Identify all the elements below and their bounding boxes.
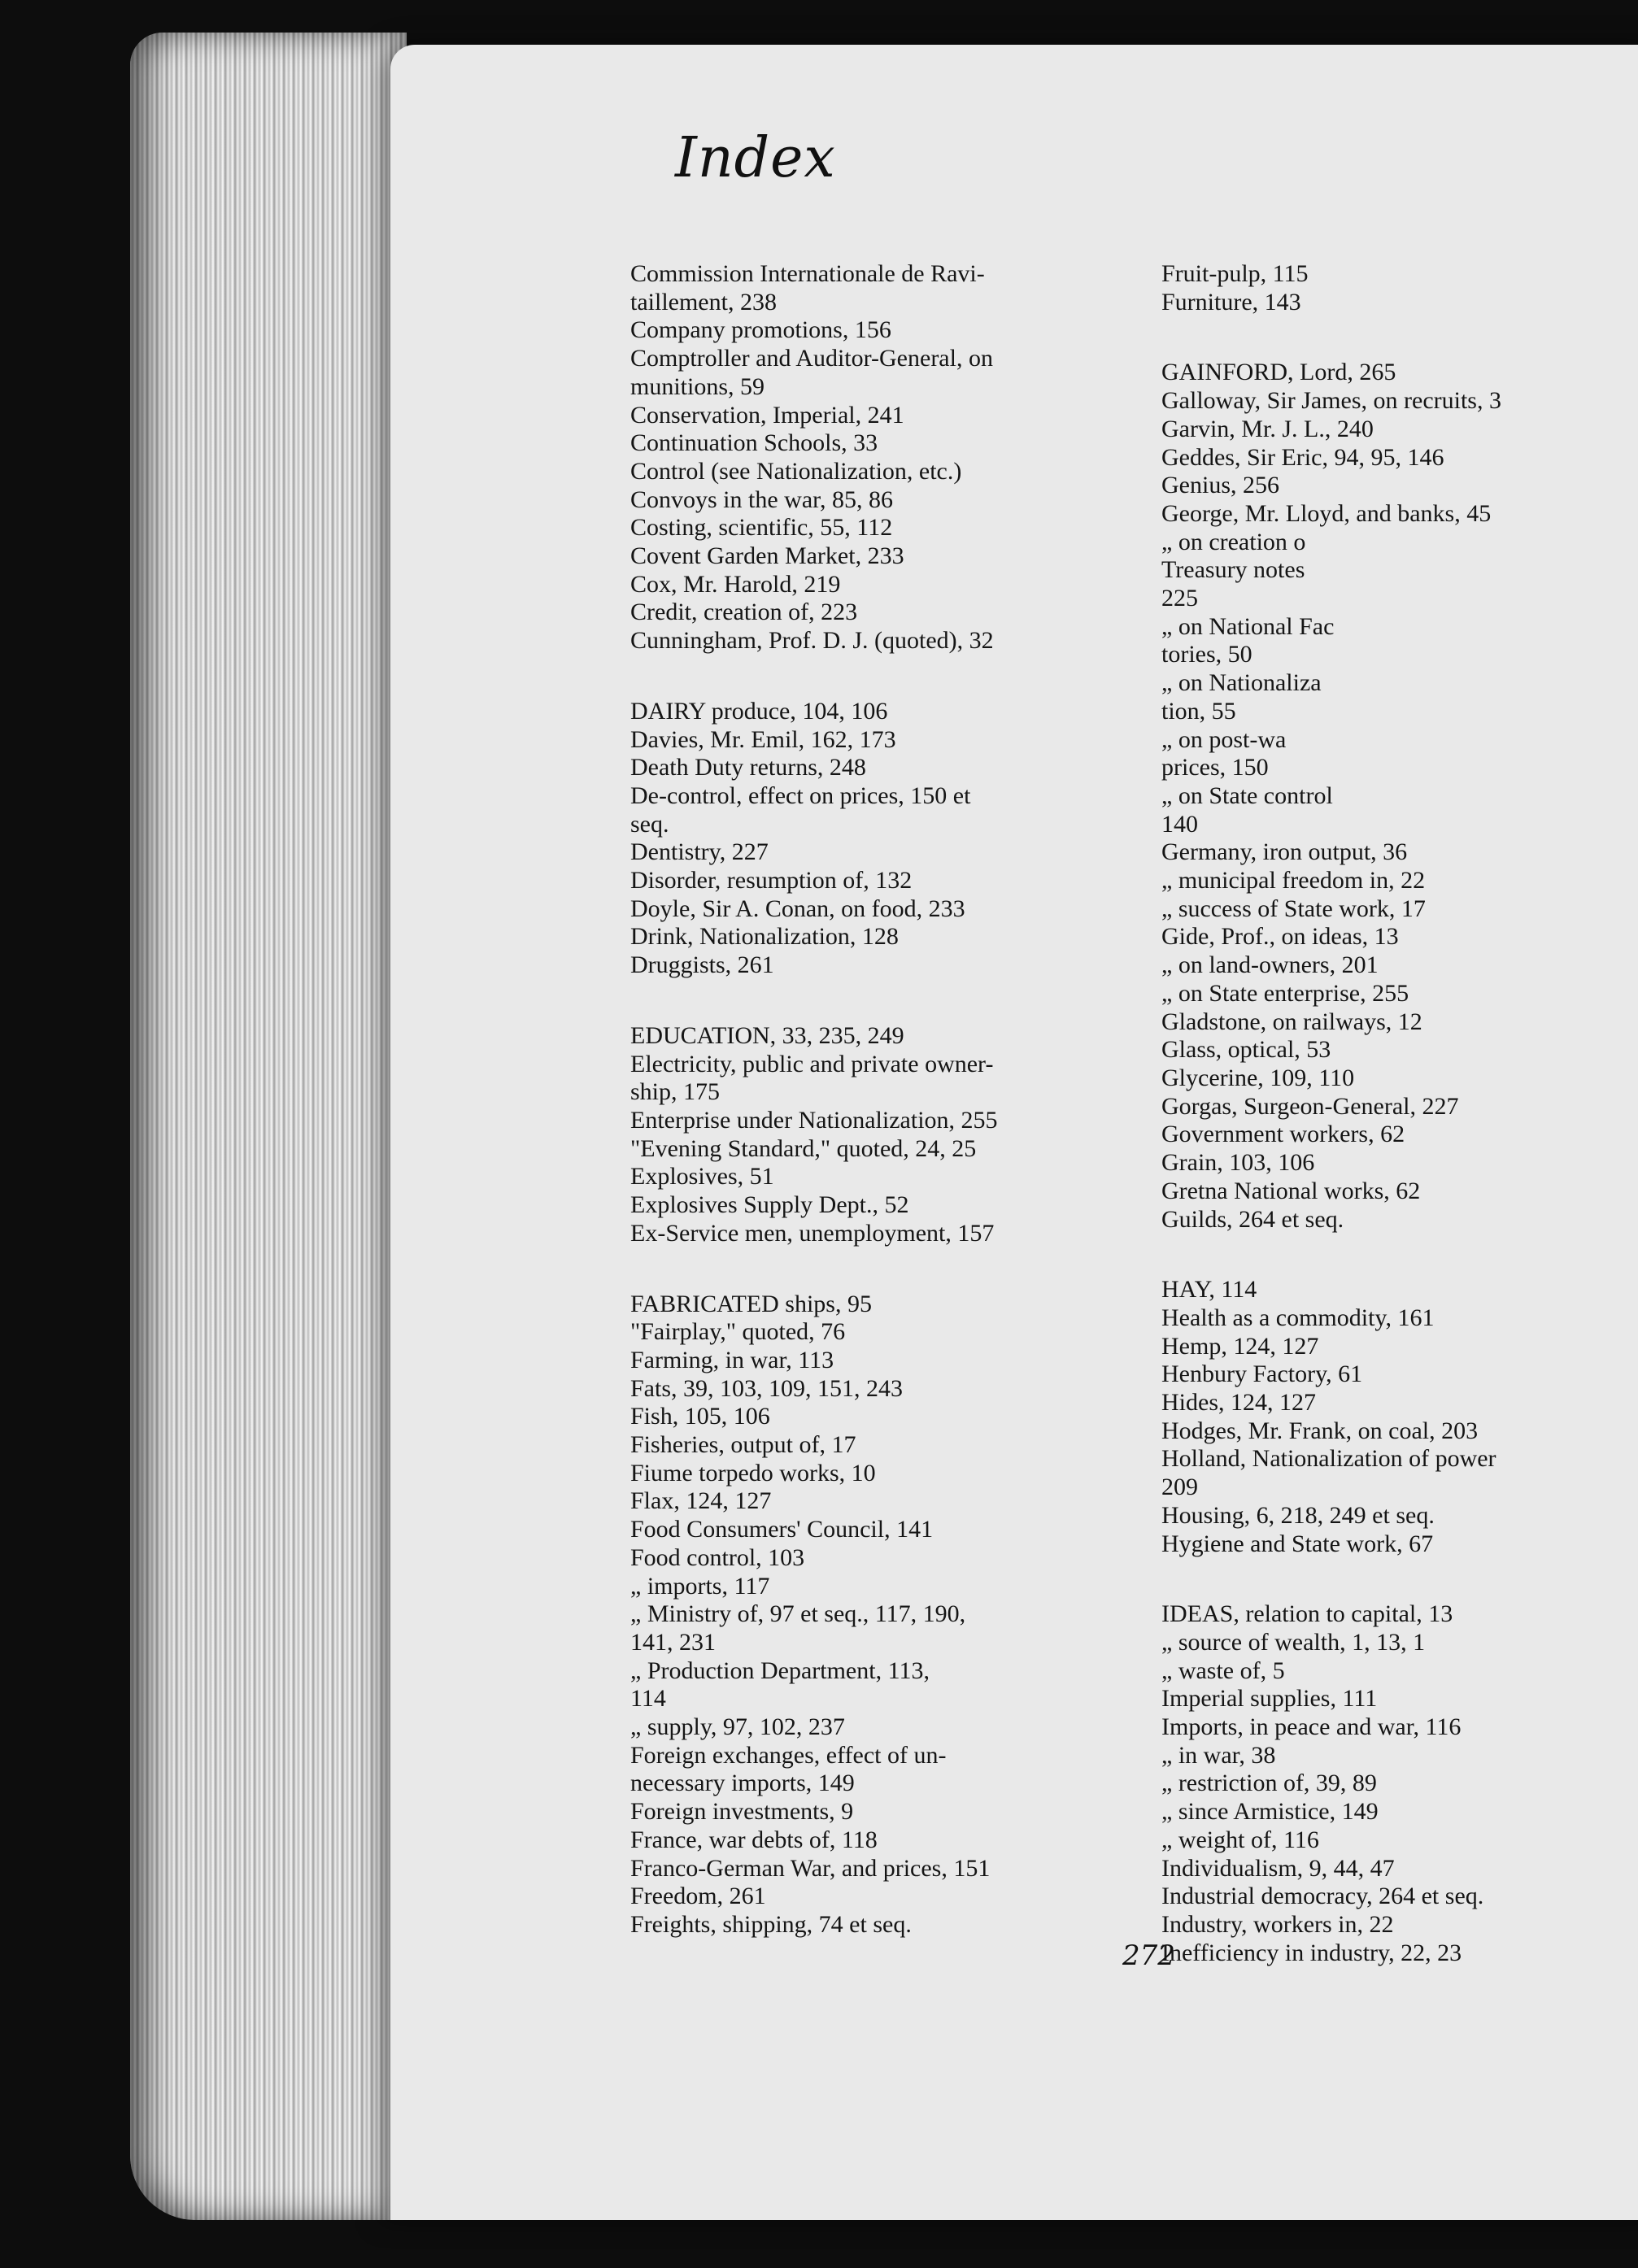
- index-entry: Enterprise under Nationalization, 255: [630, 1106, 998, 1134]
- index-entry: 225: [1161, 585, 1198, 612]
- index-section-gap: [1161, 316, 1638, 359]
- index-entry: taillement, 238: [630, 288, 777, 316]
- index-entry: IDEAS, relation to capital, 13: [1161, 1600, 1453, 1628]
- index-entry: „ success of State work, 17: [1161, 895, 1426, 922]
- index-entry: Inefficiency in industry, 22, 23: [1161, 1939, 1462, 1966]
- index-entry: Glycerine, 109, 110: [1161, 1064, 1355, 1091]
- index-entry: „ on land-owners, 201: [1161, 951, 1379, 979]
- index-entry: Farming, in war, 113: [630, 1346, 834, 1373]
- index-entry: Fats, 39, 103, 109, 151, 243: [630, 1374, 904, 1402]
- index-entry: „ supply, 97, 102, 237: [630, 1713, 845, 1741]
- index-entry: „ on National Fac: [1161, 612, 1335, 640]
- index-entry: 114: [630, 1685, 666, 1713]
- index-entry: Imperial supplies, 111: [1161, 1685, 1378, 1713]
- index-entry: Doyle, Sir A. Conan, on food, 233: [630, 895, 965, 922]
- index-entry: Dentistry, 227: [630, 838, 769, 866]
- index-entry: Death Duty returns, 248: [630, 754, 866, 781]
- index-entry: Drink, Nationalization, 128: [630, 923, 899, 951]
- index-section-gap: [1161, 1234, 1638, 1276]
- index-entry: Government workers, 62: [1161, 1121, 1405, 1148]
- index-entry: Electricity, public and private owner-: [630, 1050, 994, 1077]
- index-entry: Food Consumers' Council, 141: [630, 1516, 934, 1543]
- index-entry: Germany, iron output, 36: [1161, 838, 1408, 866]
- index-entry: „ on State enterprise, 255: [1161, 979, 1409, 1007]
- index-entry: „ on State control: [1161, 781, 1333, 809]
- index-entry: Industry, workers in, 22: [1161, 1910, 1394, 1938]
- index-entry: Commission Internationale de Ravi-: [630, 260, 985, 287]
- index-entry: Individualism, 9, 44, 47: [1161, 1854, 1395, 1882]
- index-entry: Company promotions, 156: [630, 316, 891, 344]
- index-entry: „ Ministry of, 97 et seq., 117, 190,: [630, 1600, 966, 1628]
- index-entry: Henbury Factory, 61: [1161, 1360, 1363, 1388]
- index-entry: Disorder, resumption of, 132: [630, 867, 913, 895]
- index-entry: 209: [1161, 1474, 1198, 1501]
- index-entry: Cox, Mr. Harold, 219: [630, 570, 841, 598]
- index-entry: Gretna National works, 62: [1161, 1177, 1421, 1204]
- page-number: 272: [1122, 1939, 1175, 1972]
- index-entry: "Fairplay," quoted, 76: [630, 1318, 846, 1346]
- index-entry: ship, 175: [630, 1078, 721, 1106]
- index-entry: Housing, 6, 218, 249 et seq.: [1161, 1501, 1435, 1529]
- index-entry: Hides, 124, 127: [1161, 1389, 1316, 1417]
- index-entry: Cunningham, Prof. D. J. (quoted), 32: [630, 627, 994, 655]
- index-entry: Costing, scientific, 55, 112: [630, 514, 893, 542]
- index-entry: „ on creation o: [1161, 528, 1306, 555]
- index-entry: „ since Armistice, 149: [1161, 1798, 1379, 1826]
- index-entry: Fisheries, output of, 17: [630, 1431, 856, 1459]
- index-entry: Imports, in peace and war, 116: [1161, 1713, 1462, 1741]
- index-entry: Industrial democracy, 264 et seq.: [1161, 1883, 1484, 1910]
- index-entry: „ Production Department, 113,: [630, 1656, 930, 1684]
- index-entry: Comptroller and Auditor-General, on: [630, 345, 993, 372]
- index-entry: „ weight of, 116: [1161, 1826, 1319, 1853]
- index-entry: Flax, 124, 127: [630, 1487, 772, 1515]
- index-entry: „ source of wealth, 1, 13, 1: [1161, 1628, 1426, 1656]
- book-page-edges: [130, 33, 407, 2220]
- index-section-gap: [630, 655, 1118, 698]
- index-entry: Health as a commodity, 161: [1161, 1304, 1435, 1331]
- index-entry: Freights, shipping, 74 et seq.: [630, 1910, 912, 1938]
- index-entry: GAINFORD, Lord, 265: [1161, 359, 1396, 386]
- index-entry: Credit, creation of, 223: [630, 599, 858, 626]
- index-entry: Gladstone, on railways, 12: [1161, 1008, 1422, 1035]
- index-entry: „ municipal freedom in, 22: [1161, 867, 1426, 895]
- index-entry: seq.: [630, 810, 669, 838]
- index-entry: FABRICATED ships, 95: [630, 1290, 872, 1317]
- index-entry: Covent Garden Market, 233: [630, 542, 904, 570]
- index-entry: Gorgas, Surgeon-General, 227: [1161, 1092, 1459, 1120]
- index-entry: Franco-German War, and prices, 151: [630, 1854, 991, 1882]
- index-entry: Treasury notes: [1161, 556, 1305, 584]
- index-entry: Hodges, Mr. Frank, on coal, 203: [1161, 1417, 1479, 1444]
- index-column-right: [1161, 260, 1638, 1967]
- index-entry: Conservation, Imperial, 241: [630, 401, 904, 429]
- index-entry: Continuation Schools, 33: [630, 429, 878, 457]
- index-entry: „ waste of, 5: [1161, 1656, 1285, 1684]
- index-entry: Grain, 103, 106: [1161, 1149, 1315, 1177]
- index-entry: „ imports, 117: [630, 1572, 770, 1600]
- index-entry: Explosives, 51: [630, 1163, 774, 1191]
- index-entry: Galloway, Sir James, on recruits, 3: [1161, 387, 1501, 415]
- index-entry: Davies, Mr. Emil, 162, 173: [630, 725, 896, 753]
- index-entry: Freedom, 261: [630, 1883, 766, 1910]
- index-entry: Fruit-pulp, 115: [1161, 260, 1309, 287]
- index-entry: Furniture, 143: [1161, 288, 1301, 316]
- index-entry: „ in war, 38: [1161, 1741, 1276, 1769]
- index-entry: 140: [1161, 810, 1198, 838]
- index-entry: George, Mr. Lloyd, and banks, 45: [1161, 499, 1492, 527]
- index-entry: Hemp, 124, 127: [1161, 1332, 1319, 1360]
- index-entry: HAY, 114: [1161, 1276, 1257, 1304]
- index-entry: Foreign exchanges, effect of un-: [630, 1741, 947, 1769]
- index-entry: Fiume torpedo works, 10: [630, 1459, 876, 1487]
- page-title: Index: [675, 126, 836, 190]
- index-entry: prices, 150: [1161, 754, 1269, 781]
- index-entry: 141, 231: [630, 1628, 716, 1656]
- index-section-gap: [1161, 1558, 1638, 1600]
- index-entry: Druggists, 261: [630, 951, 774, 979]
- index-entry: „ on post-wa: [1161, 725, 1287, 753]
- index-entry: Fish, 105, 106: [630, 1403, 770, 1430]
- index-entry: Hygiene and State work, 67: [1161, 1530, 1434, 1557]
- index-entry: Guilds, 264 et seq.: [1161, 1205, 1344, 1233]
- index-section-gap: [630, 1248, 1118, 1291]
- index-column-left: [630, 260, 1118, 1939]
- index-entry: Geddes, Sir Eric, 94, 95, 146: [1161, 443, 1444, 471]
- index-entry: Genius, 256: [1161, 472, 1279, 499]
- index-entry: Explosives Supply Dept., 52: [630, 1191, 909, 1219]
- index-entry: France, war debts of, 118: [630, 1826, 878, 1853]
- index-entry: "Evening Standard," quoted, 24, 25: [630, 1134, 977, 1162]
- index-entry: munitions, 59: [630, 372, 765, 400]
- index-entry: Control (see Nationalization, etc.): [630, 457, 962, 485]
- index-entry: necessary imports, 149: [630, 1770, 855, 1797]
- index-entry: DAIRY produce, 104, 106: [630, 697, 888, 725]
- index-entry: „ on Nationaliza: [1161, 669, 1322, 697]
- index-entry: tories, 50: [1161, 641, 1252, 668]
- index-entry: EDUCATION, 33, 235, 249: [630, 1021, 904, 1049]
- index-entry: tion, 55: [1161, 697, 1236, 725]
- index-entry: Convoys in the war, 85, 86: [630, 485, 893, 513]
- index-entry: Ex-Service men, unemployment, 157: [630, 1219, 995, 1247]
- index-entry: Gide, Prof., on ideas, 13: [1161, 923, 1399, 951]
- index-entry: Holland, Nationalization of power: [1161, 1445, 1496, 1473]
- index-entry: Food control, 103: [630, 1543, 805, 1571]
- index-entry: Glass, optical, 53: [1161, 1036, 1331, 1064]
- index-entry: Garvin, Mr. J. L., 240: [1161, 415, 1374, 442]
- index-entry: De-control, effect on prices, 150 et: [630, 781, 971, 809]
- index-entry: Foreign investments, 9: [630, 1798, 854, 1826]
- index-entry: „ restriction of, 39, 89: [1161, 1770, 1377, 1797]
- index-section-gap: [630, 980, 1118, 1022]
